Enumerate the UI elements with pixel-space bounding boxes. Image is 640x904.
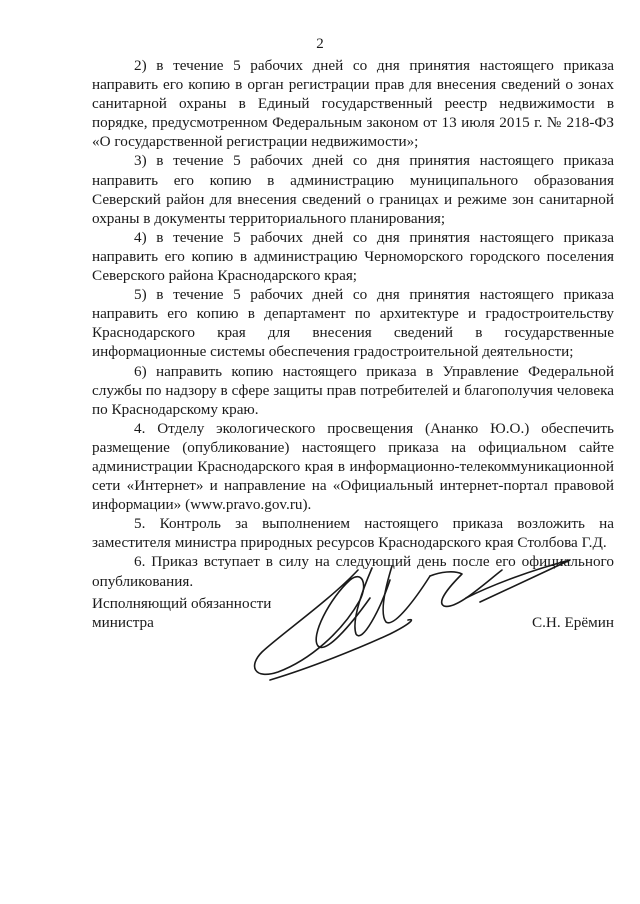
paragraph-item-4: 4) в течение 5 рабочих дней со дня принятия настоящего приказа направить его копию в администрацию Черноморского городского поселения Северского района Краснодарского края; [92,228,614,285]
paragraph-clause-4: 4. Отделу экологического просвещения (Ананко Ю.О.) обеспечить размещение (опубликование) настоящего приказа на официальном сайте администрации Краснодарского края в информационно-телекоммуникационной сети «Интернет» и направление на «Официальный интернет-портал правовой информации» (www.pravo.gov.ru). [92,419,614,514]
paragraph-clause-5: 5. Контроль за выполнением настоящего приказа возложить на заместителя министра природных ресурсов Краснодарского края Столбова Г.Д. [92,515,614,552]
signatory-role-line1: Исполняющий обязанности [92,595,272,612]
paragraph-item-2: 2) в течение 5 рабочих дней со дня принятия настоящего приказа направить его копию в орган регистрации прав для внесения сведений о зонах санитарной охраны в Единый государственный реестр недвижимости в порядке, предусмотренном Федеральным законом от 13 июля 2015 г. № 218-ФЗ «О государственной регистрации недвижимости»; [92,57,614,151]
page-number: 2 [316,36,324,52]
paragraph-clause-6: 6. Приказ вступает в силу на следующий день после его официального опубликования. [92,553,614,590]
document-body [92,56,614,591]
paragraph-item-3: 3) в течение 5 рабочих дней со дня принятия настоящего приказа направить его копию в администрацию муниципального образования Северский район для внесения сведений о границах и режиме зон санитарной охраны в документы территориального планирования; [92,152,614,227]
handwritten-signature [240,540,580,690]
signatory-name: С.Н. Ерёмин [532,614,614,631]
paragraph-item-5: 5) в течение 5 рабочих дней со дня принятия настоящего приказа направить его копию в департамент по архитектуре и градостроительству Краснодарского края для внесения сведений в государственные информационные системы обеспечения градостроительной деятельности; [92,286,614,361]
paragraph-item-6: 6) направить копию настоящего приказа в Управление Федеральной службы по надзору в сфере защиты прав потребителей и благополучия человека по Краснодарскому краю. [92,362,614,418]
signatory-role-line2: министра [92,614,154,632]
